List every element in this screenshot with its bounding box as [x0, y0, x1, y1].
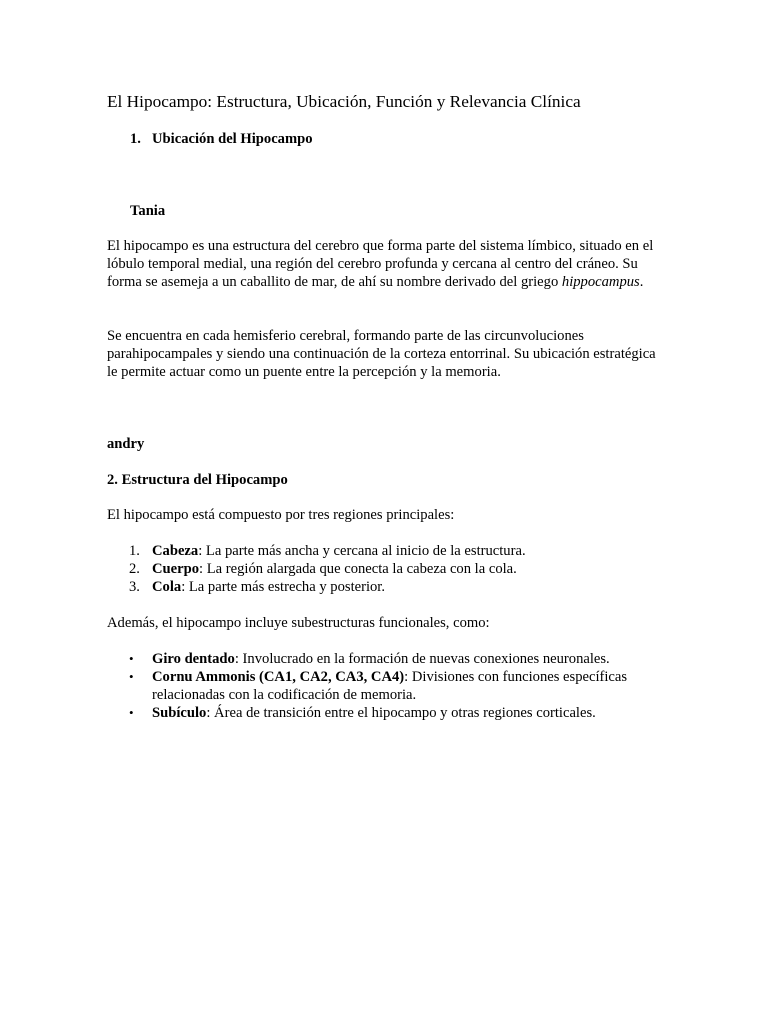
- substructure-term: Giro dentado: [152, 651, 235, 667]
- bullet-icon: •: [129, 669, 134, 684]
- list-marker: 3.: [129, 579, 140, 595]
- substructure-desc: : Involucrado en la formación de nuevas conexiones neuronales.: [234, 651, 610, 667]
- paragraph-location-text: El hipocampo es una estructura del cerebro que forma parte del sistema límbico, situado en el lóbulo temporal medial, una región del cerebro profunda y cercana al centro del cráneo. Su forma se asemeja a un caballito de mar, de ahí su nombre derivado del griego: [107, 238, 654, 290]
- region-desc: : La parte más estrecha y posterior.: [181, 579, 386, 595]
- list-item: [107, 650, 667, 668]
- list-item: [107, 704, 667, 722]
- regions-intro: El hipocampo está compuesto por tres regiones principales:: [107, 507, 455, 523]
- region-term: Cabeza: [152, 543, 199, 559]
- paragraph-location-end: .: [639, 274, 644, 290]
- substructures-list: [107, 650, 667, 722]
- paragraph-hemisphere: Se encuentra en cada hemisferio cerebral, formando parte de las circunvoluciones parahipocampales y siendo una continuación de la corteza entorrinal. Su ubicación estratégica le permite actuar como un puente entre la percepción y la memoria.: [107, 328, 656, 380]
- bullet-icon: •: [129, 705, 134, 720]
- author-andry: andry: [107, 436, 145, 452]
- substructure-term: Subículo: [152, 705, 207, 721]
- region-desc: : La parte más ancha y cercana al inicio de la estructura.: [198, 543, 526, 559]
- region-term: Cuerpo: [152, 561, 200, 577]
- section-2-heading: 2. Estructura del Hipocampo: [107, 472, 288, 488]
- list-item: [107, 578, 526, 596]
- regions-list: [107, 542, 526, 596]
- list-marker: 1.: [129, 543, 140, 559]
- paragraph-location-italic: hippocampus: [561, 274, 640, 290]
- substructure-term: Cornu Ammonis (CA1, CA2, CA3, CA4): [152, 669, 405, 685]
- list-item: [107, 542, 526, 560]
- bullet-icon: •: [129, 651, 134, 666]
- author-tania: Tania: [130, 203, 166, 219]
- paragraph-location: [107, 237, 667, 291]
- section-1-heading: [107, 130, 313, 148]
- list-item: [107, 668, 667, 704]
- section-1-title: Ubicación del Hipocampo: [152, 131, 313, 147]
- list-item: [107, 560, 526, 578]
- substructure-desc: : Divisiones con funciones específicas relacionadas con la codificación de memoria.: [152, 669, 628, 703]
- document-title: El Hipocampo: Estructura, Ubicación, Función y Relevancia Clínica: [107, 92, 581, 111]
- substructure-desc: : Área de transición entre el hipocampo y otras regiones corticales.: [206, 705, 596, 721]
- region-term: Cola: [152, 579, 182, 595]
- list-marker: 2.: [129, 561, 140, 577]
- section-1-number: 1.: [130, 131, 141, 147]
- substructures-intro: Además, el hipocampo incluye subestructuras funcionales, como:: [107, 615, 490, 631]
- region-desc: : La región alargada que conecta la cabeza con la cola.: [199, 561, 517, 577]
